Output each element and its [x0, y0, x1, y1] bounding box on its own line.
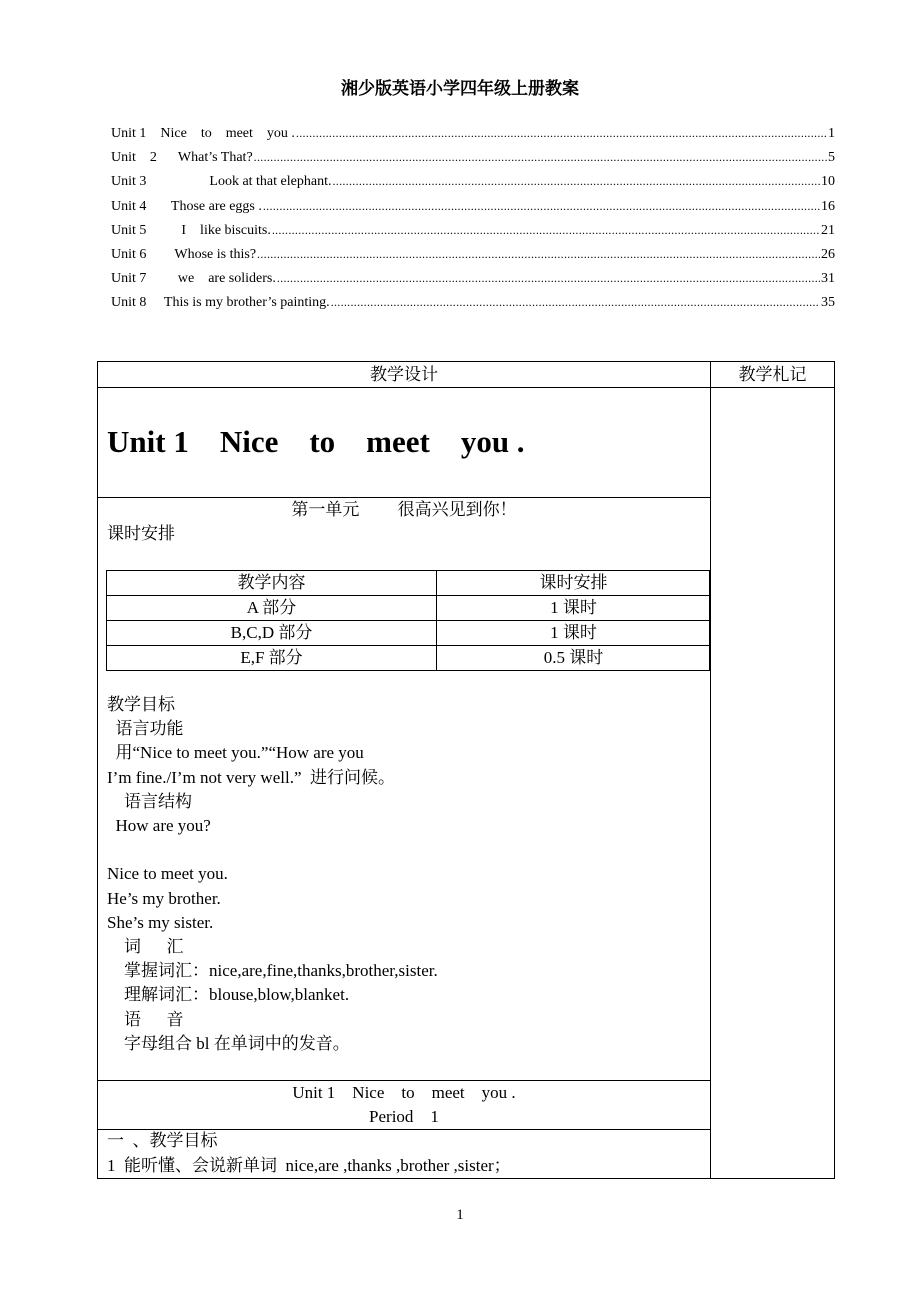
- toc-title: we are soliders.: [177, 271, 276, 287]
- objective-line: 字母组合 bl 在单词中的发音。: [107, 1033, 350, 1053]
- schedule-table: [106, 570, 711, 671]
- objective-line: 语言功能: [107, 719, 184, 739]
- toc-page-number: 1: [828, 126, 835, 141]
- toc-leader-dots: [277, 269, 820, 287]
- period-title: Unit 1 Nice to meet you .: [292, 1083, 516, 1102]
- toc-page-number: 35: [821, 295, 835, 311]
- schedule-label: 课时安排: [107, 524, 175, 543]
- toc-leader-dots: [254, 148, 827, 166]
- objective-line: 语言结构: [107, 791, 192, 811]
- schedule-content-cell: A 部分: [107, 596, 437, 620]
- objective-line: 掌握词汇：nice,are,fine,thanks,brother,sister.: [107, 961, 438, 981]
- toc-title: I like biscuits.: [181, 222, 271, 238]
- toc-leader-dots: [257, 245, 820, 263]
- toc-leader-dots: [331, 293, 820, 311]
- toc-entry[interactable]: [111, 293, 835, 317]
- column-divider: [710, 362, 711, 1178]
- schedule-time-cell: 1 课时: [550, 598, 597, 617]
- toc-title: This is my brother’s painting.: [163, 295, 330, 311]
- toc-unit-label: Unit 3: [111, 174, 210, 190]
- objective-line: 教学目标: [107, 695, 175, 714]
- unit-heading: Unit 1 Nice to meet you .: [107, 424, 525, 459]
- toc-unit-label: Unit 1: [111, 126, 161, 141]
- period-number: Period 1: [369, 1107, 439, 1126]
- row-divider: [98, 387, 834, 388]
- schedule-row: [107, 621, 711, 646]
- page-number: 1: [456, 1207, 464, 1223]
- toc-title: Look at that elephant.: [209, 174, 332, 190]
- objective-line: Nice to meet you.: [107, 864, 228, 884]
- toc-unit-label: Unit 8: [111, 295, 164, 311]
- objective-line: 用“Nice to meet you.”“How are you: [107, 743, 364, 763]
- toc-entry[interactable]: [111, 269, 835, 293]
- toc-leader-dots: [332, 172, 820, 190]
- toc-page-number: 31: [821, 271, 835, 287]
- objective-line: How are you?: [107, 816, 211, 835]
- toc-unit-label: Unit 5: [111, 222, 182, 238]
- toc-unit-label: Unit 6: [111, 246, 175, 262]
- schedule-header-content: 教学内容: [107, 571, 437, 595]
- header-teaching-design: 教学设计: [370, 365, 438, 384]
- toc-page-number: 16: [821, 198, 835, 214]
- objective-line: 语 音: [107, 1009, 184, 1029]
- toc-unit-label: Unit 2: [111, 150, 178, 166]
- unit-subtitle-cn: 第一单元 很高兴见到你！: [291, 500, 517, 519]
- toc-leader-dots: [272, 221, 820, 239]
- toc-entry[interactable]: [111, 172, 835, 196]
- toc-title: Whose is this?: [174, 246, 257, 262]
- toc-unit-label: Unit 7: [111, 271, 178, 287]
- schedule-right-border: [709, 570, 710, 670]
- schedule-time-cell: 1 课时: [550, 623, 597, 642]
- schedule-header-time: 课时安排: [539, 573, 608, 592]
- toc-entry[interactable]: [111, 245, 835, 269]
- toc-title: Nice to meet you .: [160, 126, 295, 141]
- toc-title: What’s That?: [177, 150, 253, 166]
- toc-entry[interactable]: [111, 197, 835, 221]
- row-divider: [98, 1080, 710, 1081]
- section-heading: 一 、教学目标: [107, 1131, 218, 1150]
- toc-page-number: 10: [821, 174, 835, 190]
- section-line: 1 能听懂、会说新单词 nice,are ,thanks ,brother ,sister；: [107, 1156, 511, 1175]
- lesson-plan-table: [97, 361, 835, 1179]
- schedule-content-cell: E,F 部分: [107, 646, 437, 670]
- document-title: 湘少版英语小学四年级上册教案: [341, 79, 579, 98]
- toc-page-number: 5: [828, 150, 835, 166]
- objective-line: She’s my sister.: [107, 912, 214, 932]
- toc-leader-dots: [296, 124, 827, 142]
- objective-line: 理解词汇：blouse,blow,blanket.: [107, 985, 350, 1005]
- schedule-header-row: [107, 571, 711, 596]
- toc-entry[interactable]: [111, 148, 835, 172]
- toc-page-number: 26: [821, 246, 835, 262]
- schedule-row: [107, 596, 711, 621]
- objective-line: I’m fine./I’m not very well.” 进行问候。: [107, 767, 395, 787]
- toc-title: Those are eggs .: [170, 198, 262, 214]
- row-divider: [98, 497, 710, 498]
- toc-leader-dots: [263, 197, 820, 215]
- schedule-time-cell: 0.5 课时: [543, 648, 604, 667]
- toc-page-number: 21: [821, 222, 835, 238]
- objective-line: 词 汇: [107, 937, 184, 956]
- toc-entry[interactable]: [111, 124, 835, 148]
- toc-unit-label: Unit 4: [111, 198, 171, 214]
- table-of-contents: [111, 124, 835, 318]
- schedule-content-cell: B,C,D 部分: [107, 621, 437, 645]
- schedule-row: [107, 646, 711, 671]
- objective-line: He’s my brother.: [107, 888, 221, 908]
- header-teaching-notes: 教学札记: [738, 365, 807, 384]
- toc-entry[interactable]: [111, 221, 835, 245]
